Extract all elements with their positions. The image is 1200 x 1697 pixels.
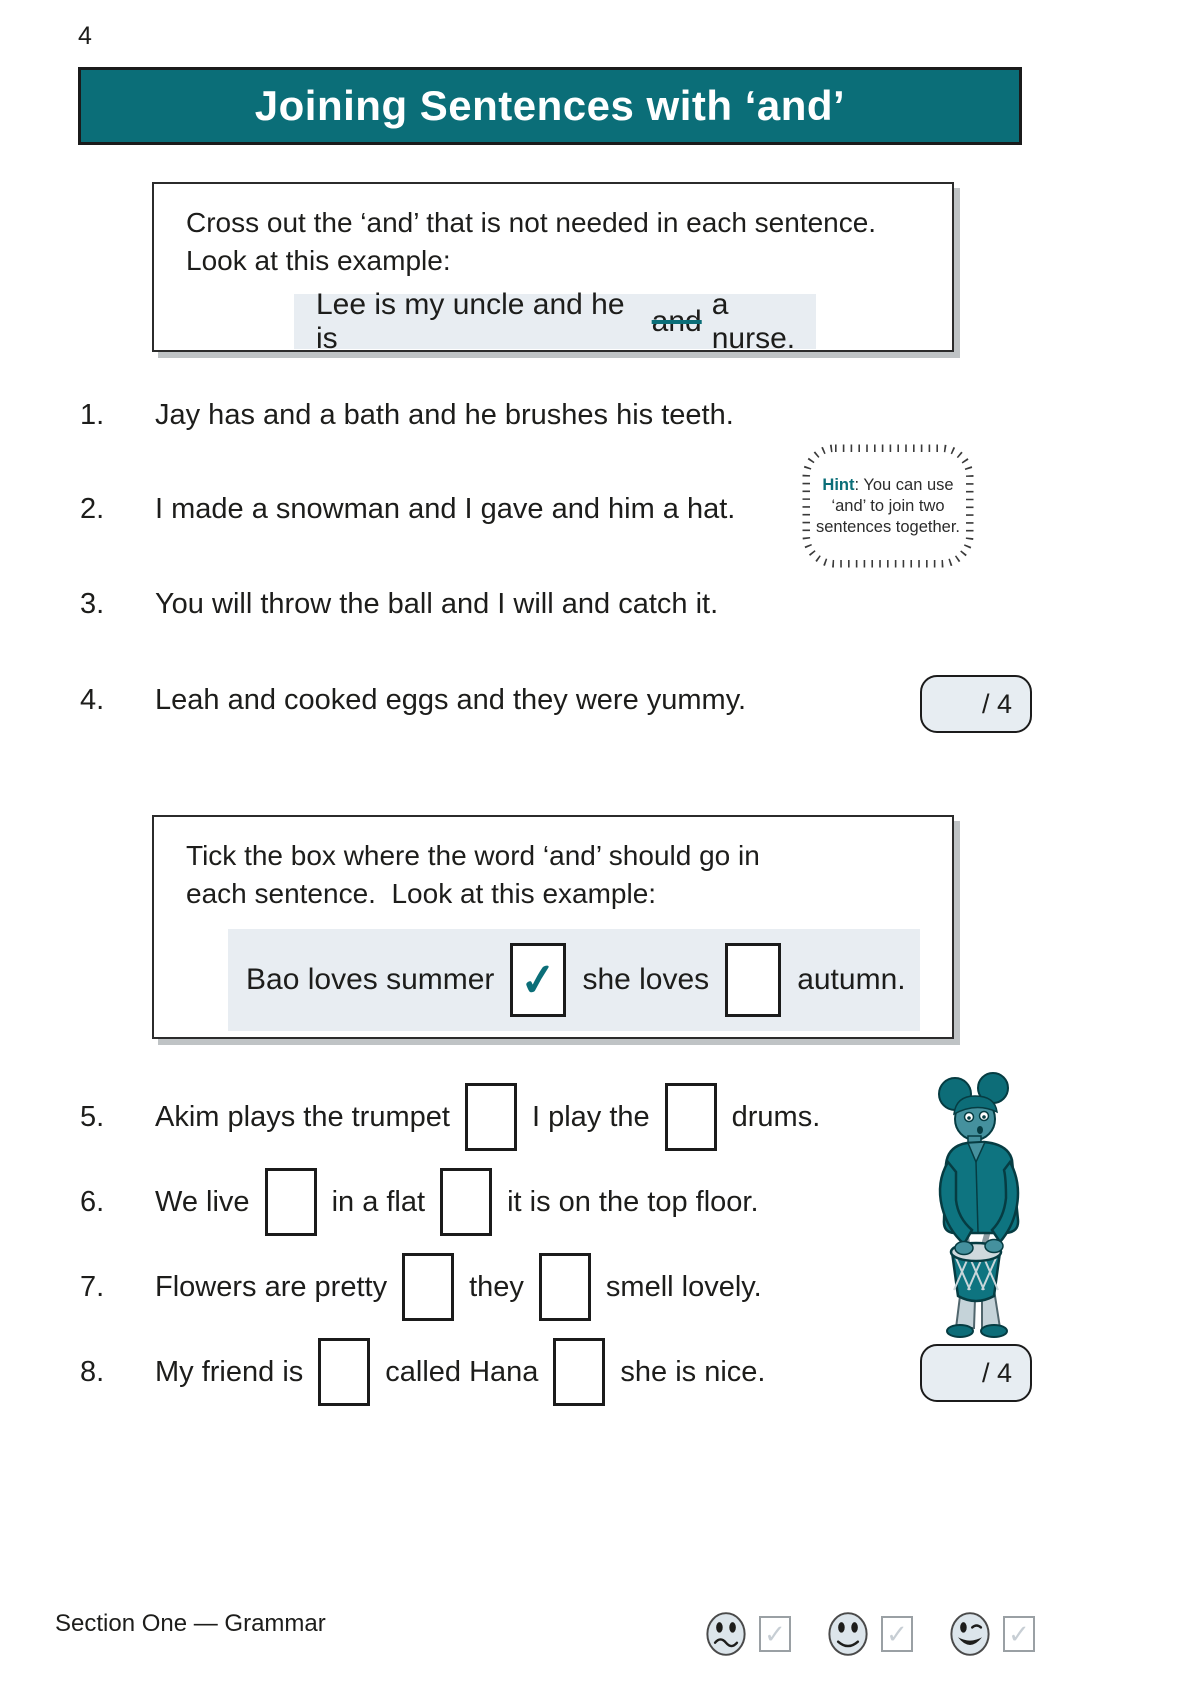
example-text-after: a nurse. xyxy=(711,287,796,355)
rating-checkbox[interactable] xyxy=(881,1616,913,1652)
question-text: drums. xyxy=(731,1100,821,1133)
question-text: they xyxy=(469,1270,524,1303)
answer-box[interactable] xyxy=(265,1168,317,1236)
example-text-part1: Bao loves summer xyxy=(246,963,495,996)
question-number: 4. xyxy=(80,684,105,716)
question-text: I play the xyxy=(531,1100,650,1133)
instruction-line: each sentence. Look at this example: xyxy=(186,878,657,909)
self-assessment-row xyxy=(705,1611,1035,1657)
page-number: 4 xyxy=(78,22,92,50)
question-number: 1. xyxy=(80,399,105,431)
example-crossed-out-word: and xyxy=(651,304,702,338)
question-text: she is nice. xyxy=(620,1355,766,1388)
question-number: 3. xyxy=(80,588,105,620)
answer-box[interactable] xyxy=(553,1338,605,1406)
question-text: Leah and cooked eggs and they were yummy. xyxy=(155,684,747,716)
rating-group xyxy=(705,1611,791,1657)
question-text: Jay has and a bath and he brushes his teeth. xyxy=(155,399,734,431)
question-number: 2. xyxy=(80,493,105,525)
rating-checkbox[interactable] xyxy=(759,1616,791,1652)
question-text: smell lovely. xyxy=(605,1270,762,1303)
question-number: 8. xyxy=(80,1355,105,1388)
question-text: I made a snowman and I gave and him a hat. xyxy=(155,493,736,525)
instruction-line: Tick the box where the word ‘and’ should go in xyxy=(186,840,760,871)
check-icon: ✓ xyxy=(764,1619,786,1649)
instruction-box-2 xyxy=(152,815,954,1039)
score-box[interactable] xyxy=(920,1344,1032,1402)
pleased-face-icon xyxy=(827,1611,869,1657)
answer-box[interactable] xyxy=(465,1083,517,1151)
instruction-box-1 xyxy=(152,182,954,355)
question-row xyxy=(80,1083,820,1151)
example-text-part2: she loves xyxy=(582,963,710,996)
question-text: My friend is xyxy=(155,1355,304,1388)
question-text: Akim plays the trumpet xyxy=(155,1100,450,1133)
example-text-part3: autumn. xyxy=(797,963,906,996)
question-text: Flowers are pretty xyxy=(155,1270,388,1303)
question-row xyxy=(80,684,746,717)
question-row xyxy=(80,1168,759,1236)
example-sentence-2 xyxy=(228,929,920,1031)
drummer-girl-illustration xyxy=(912,1072,1050,1340)
score-label: / 4 xyxy=(981,1357,1012,1388)
happy-wink-face-icon xyxy=(949,1611,991,1657)
check-icon: ✓ xyxy=(1008,1619,1030,1649)
rating-checkbox[interactable] xyxy=(1003,1616,1035,1652)
question-row xyxy=(80,1253,762,1321)
hint-text xyxy=(814,456,962,556)
question-number: 5. xyxy=(80,1100,105,1133)
answer-box[interactable] xyxy=(318,1338,370,1406)
answer-box[interactable] xyxy=(665,1083,717,1151)
page-title: Joining Sentences with ‘and’ xyxy=(254,82,846,129)
title-banner xyxy=(78,67,1022,145)
example-text-before: Lee is my uncle and he is xyxy=(316,287,625,355)
tick-icon: ✓ xyxy=(517,953,560,1007)
question-text: it is on the top floor. xyxy=(507,1185,759,1218)
question-row xyxy=(80,399,734,432)
question-row xyxy=(80,493,735,526)
question-number: 7. xyxy=(80,1270,105,1303)
rating-group xyxy=(949,1611,1035,1657)
hint-box xyxy=(798,440,978,572)
hint-label: Hint xyxy=(822,475,855,494)
question-text: called Hana xyxy=(385,1355,539,1388)
example-empty-box xyxy=(725,943,781,1017)
score-label: / 4 xyxy=(981,688,1012,719)
hint-body: : You can use ‘and’ to join two sentences together. xyxy=(815,475,961,536)
answer-box[interactable] xyxy=(402,1253,454,1321)
example-sentence-1 xyxy=(294,287,816,355)
instruction-line: Cross out the ‘and’ that is not needed in each sentence. xyxy=(186,207,877,238)
question-row xyxy=(80,588,718,621)
answer-box[interactable] xyxy=(440,1168,492,1236)
question-number: 6. xyxy=(80,1185,105,1218)
question-text: You will throw the ball and I will and catch it. xyxy=(155,588,719,620)
unsure-face-icon xyxy=(705,1611,747,1657)
score-box[interactable] xyxy=(920,675,1032,733)
example-tick-box xyxy=(510,943,566,1017)
question-text: in a flat xyxy=(331,1185,426,1218)
answer-box[interactable] xyxy=(539,1253,591,1321)
instruction-line: Look at this example: xyxy=(186,245,451,276)
rating-group xyxy=(827,1611,913,1657)
check-icon: ✓ xyxy=(886,1619,908,1649)
footer-section-label: Section One — Grammar xyxy=(55,1610,326,1637)
question-row xyxy=(80,1338,766,1406)
question-text: We live xyxy=(155,1185,250,1218)
